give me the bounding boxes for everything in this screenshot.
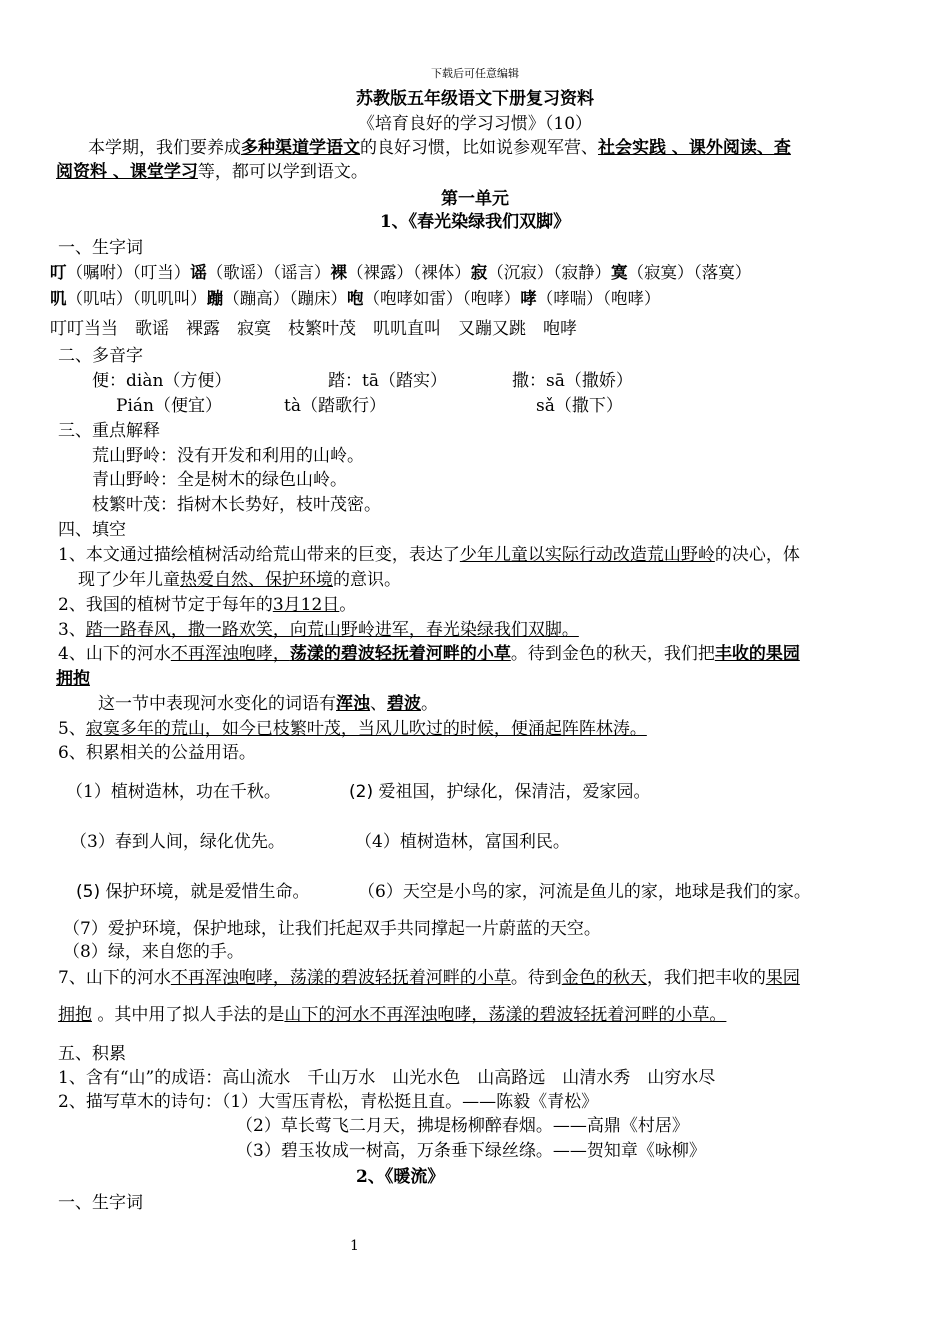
slogan-number: (5)	[76, 882, 101, 902]
fill-q6: 6、积累相关的公益用语。	[58, 743, 256, 763]
q-answer: 3月12日	[272, 595, 340, 615]
polyphone-a3: 撒：sā（撒娇）	[512, 371, 633, 391]
lesson-2-title: 2、《暖流》	[356, 1167, 445, 1187]
fill-q4-line-2: 拥抱	[56, 669, 90, 689]
vocab-row-1	[50, 262, 751, 284]
q-answer: 荡漾的碧波轻抚着河畔的小草	[289, 644, 511, 664]
slogan-text: 爱祖国，护绿化，保清洁，爱家园。	[378, 782, 651, 802]
accumulate-idioms: 1、含有“山”的成语：高山流水 千山万水 山光水色 山高路远 山清水秀 山穷水尽	[58, 1068, 716, 1088]
document-subtitle: 《培育良好的学习习惯》（10）	[357, 114, 593, 134]
q-text: 。	[339, 595, 357, 615]
intro-line-1	[88, 137, 791, 159]
slogan-1: （1）植树造林，功在千秋。	[66, 782, 281, 802]
q-text: 。其中用了拟人手法的是	[92, 1005, 285, 1025]
vocab-row-2	[50, 288, 661, 310]
q-answer: 果园	[765, 968, 800, 988]
q-answer: 丰收的果园	[714, 644, 800, 664]
words: （咆哮如雷）（咆哮）	[363, 289, 521, 308]
fill-q4-line-1	[58, 643, 800, 665]
q-text: 这一节中表现河水变化的词语有	[98, 694, 336, 714]
char: 裸	[330, 263, 347, 282]
words: （裸露）（裸体）	[347, 263, 471, 282]
unit-title: 第一单元	[441, 189, 509, 209]
intro-line-2	[56, 161, 368, 183]
q-text: 、	[370, 694, 387, 714]
fill-q1-line-2	[78, 569, 401, 591]
slogan-3: （3）春到人间，绿化优先。	[70, 832, 285, 852]
explain-item: 荒山野岭：没有开发和利用的山岭。	[92, 446, 364, 466]
q-text: 3、	[58, 620, 86, 640]
words: （寂寞）（落寞）	[627, 263, 752, 282]
slogan-6: （6）天空是小鸟的家，河流是鱼儿的家，地球是我们的家。	[358, 882, 811, 902]
words: （嘱咐）（叮当）	[66, 263, 191, 282]
explain-item: 青山野岭：全是树木的绿色山岭。	[92, 470, 347, 490]
polyphone-b3: sǎ（撒下）	[536, 396, 623, 416]
slogan-text: 保护环境，就是爱惜生命。	[105, 882, 310, 902]
section-explain-heading: 三、重点解释	[58, 421, 160, 441]
char: 蹦	[206, 289, 224, 308]
slogan-7: （7）爱护环境，保护地球，让我们托起双手共同撑起一片蔚蓝的天空。	[63, 919, 601, 939]
accumulate-poem-2: （2）草长莺飞二月天，拂堤杨柳醉春烟。——高鼎《村居》	[236, 1116, 689, 1136]
q-text: 1、本文通过描绘植树活动给荒山带来的巨变，表达了	[58, 545, 460, 565]
char: 叮	[50, 263, 67, 282]
q-text: 7、山下的河水	[58, 968, 171, 988]
intro-text: 等，都可以学到语文。	[197, 162, 368, 182]
slogan-5	[76, 881, 310, 903]
q-text: 。待到	[510, 968, 562, 988]
polyphone-b2: tà（踏歌行）	[284, 396, 386, 416]
q-answer: 少年儿童以实际行动改造荒山野岭	[459, 545, 715, 565]
section-polyphone-heading: 二、多音字	[58, 346, 143, 366]
q-answer: 拥抱	[58, 1005, 92, 1025]
fill-q7-line-2	[58, 1004, 726, 1026]
fill-q1-line-1	[58, 544, 800, 566]
polyphone-a2: 踏：tā（踏实）	[328, 371, 447, 391]
header-note: 下载后可任意编辑	[431, 67, 519, 80]
q-answer: 不再浑浊咆哮，	[170, 644, 290, 664]
char: 咆	[347, 289, 364, 308]
explain-item: 枝繁叶茂：指树木长势好，枝叶茂密。	[92, 495, 381, 515]
section-fill-heading: 四、填空	[58, 520, 126, 540]
q-text: 5、	[58, 719, 86, 739]
lesson-1-title: 1、《春光染绿我们双脚》	[379, 212, 571, 232]
section-vocab-heading: 一、生字词	[58, 238, 143, 258]
char: 谣	[190, 263, 207, 282]
q-text: 的决心，体	[714, 545, 800, 565]
intro-emphasis: 多种渠道学语文	[241, 138, 360, 158]
fill-q2	[58, 594, 356, 616]
fill-q4-note	[98, 693, 438, 715]
words: （蹦高）（蹦床）	[223, 289, 347, 308]
q-text: 2、我国的植树节定于每年的	[58, 595, 273, 615]
accumulate-poem-1: 2、描写草木的诗句：（1）大雪压青松，青松挺且直。——陈毅《青松》	[58, 1092, 599, 1112]
intro-emphasis: 社会实践 、课外阅读、查	[598, 138, 791, 158]
char: 寂	[470, 263, 488, 282]
lesson-2-vocab-heading: 一、生字词	[58, 1193, 143, 1213]
words: （歌谣）（谣言）	[206, 263, 331, 282]
accumulate-poem-3: （3）碧玉妆成一树高，万条垂下绿丝绦。——贺知章《咏柳》	[236, 1141, 706, 1161]
q-text: 4、山下的河水	[58, 644, 171, 664]
fill-q5	[58, 718, 647, 740]
q-answer: 山下的河水不再浑浊咆哮，荡漾的碧波轻抚着河畔的小草。	[284, 1005, 727, 1025]
slogan-2	[349, 781, 651, 803]
section-accumulate-heading: 五、积累	[58, 1044, 126, 1064]
q-text: 的意识。	[333, 570, 401, 590]
char: 哮	[520, 289, 537, 308]
fill-q7-line-1	[58, 967, 800, 989]
slogan-8: （8）绿，来自您的手。	[63, 942, 244, 962]
q-answer: 碧波	[387, 694, 421, 714]
words: （叽咕）（叽叽叫）	[66, 289, 207, 308]
intro-text: 本学期，我们要养成	[88, 138, 241, 158]
q-text: 现了少年儿童	[78, 570, 180, 590]
q-answer: 踏一路春风，撒一路欢笑，向荒山野岭进军，春光染绿我们双脚。	[85, 620, 579, 640]
document-title: 苏教版五年级语文下册复习资料	[356, 89, 594, 109]
q-text: 。待到金色的秋天，我们把	[510, 644, 715, 664]
page-number: 1	[350, 1238, 359, 1254]
words: （沉寂）（寂静）	[487, 263, 611, 282]
intro-emphasis: 阅资料 、课堂学习	[56, 162, 198, 182]
vocab-row-3: 叮叮当当 歌谣 裸露 寂寞 枝繁叶茂 叽叽直叫 又蹦又跳 咆哮	[50, 319, 577, 339]
slogan-4: （4）植树造林，富国利民。	[355, 832, 570, 852]
intro-text: 的良好习惯，比如说参观军营、	[360, 138, 598, 158]
q-text: ，我们把丰收的	[646, 968, 766, 988]
char: 叽	[50, 289, 67, 308]
q-answer: 浑浊	[336, 694, 370, 714]
q-text: 。	[421, 694, 438, 714]
q-answer: 热爱自然、保护环境	[180, 570, 333, 590]
q-answer: 寂寞多年的荒山，如今已枝繁叶茂，当风儿吹过的时候，便涌起阵阵林涛。	[85, 719, 647, 739]
q-answer: 不再浑浊咆哮，荡漾的碧波轻抚着河畔的小草	[170, 968, 511, 988]
polyphone-a1: 便：diàn（方便）	[92, 371, 232, 391]
char: 寞	[611, 263, 628, 282]
words: （哮喘）（咆哮）	[536, 289, 661, 308]
slogan-number: (2)	[349, 782, 374, 802]
q-answer: 金色的秋天	[561, 968, 647, 988]
fill-q3	[58, 619, 579, 641]
polyphone-b1: Pián（便宜）	[116, 396, 222, 416]
